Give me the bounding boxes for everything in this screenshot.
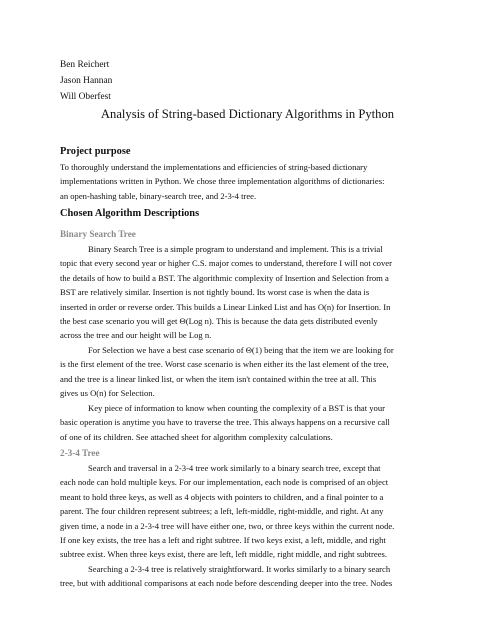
tree234-paragraph-2 — [60, 562, 432, 591]
text-line: basic operation is anytime you have to traverse the tree. This always happens on a recursive call — [60, 417, 390, 428]
text-line: the details of how to build a BST. The algorithmic complexity of Insertion and Selection from a — [60, 272, 389, 283]
text-line: and the tree is a linear linked list, or when the item isn't contained within the tree at all. This — [60, 373, 377, 384]
section-heading-chosen-algorithms: Chosen Algorithm Descriptions — [60, 208, 200, 219]
text-line: inserted in order or reverse order. This builds a Linear Linked List and has O(n) for Insertion. In — [60, 301, 391, 312]
section-heading-project-purpose: Project purpose — [60, 146, 131, 157]
text-line: Binary Search Tree is a simple program to understand and implement. This is a trivial — [88, 244, 383, 254]
subheading-2-3-4-tree: 2-3-4 Tree — [60, 448, 100, 458]
bst-paragraph-3 — [60, 401, 432, 444]
text-line: across the tree and our height will be Log n. — [60, 330, 212, 341]
text-line: If one key exists, the tree has a left and right subtree. If two keys exist, a left, middle, and right — [60, 535, 386, 546]
document-title: Analysis of String-based Dictionary Algorithms in Python — [100, 107, 395, 121]
text-line: of one of its children. See attached sheet for algorithm complexity calculations. — [60, 431, 333, 442]
text-line: Key piece of information to know when counting the complexity of a BST is that your — [88, 403, 385, 413]
text-line: meant to hold three keys, as well as 4 objects with pointers to children, and a final pointer to a — [60, 491, 384, 502]
text-line: parent. The four children represent subtrees; a left, left-middle, right-middle, and right. At any — [60, 506, 384, 517]
tree234-paragraph-1 — [60, 461, 432, 562]
text-line: To thoroughly understand the implementations and efficiencies of string-based dictionary — [60, 162, 368, 172]
bst-paragraph-1 — [60, 242, 432, 343]
text-line: Search and traversal in a 2-3-4 tree work similarly to a binary search tree, except that — [88, 463, 381, 473]
text-line: given time, a node in a 2-3-4 tree will have either one, two, or three keys within the current node. — [60, 520, 395, 531]
text-line: is the first element of the tree. Worst case scenario is when either its the last element of the tree, — [60, 359, 389, 370]
author-name: Will Oberfest — [60, 92, 111, 102]
text-line: tree, but with additional comparisons at each node before descending deeper into the tree. Nodes — [60, 578, 393, 589]
text-line: BST are relatively similar. Insertion is not tightly bound. Its worst case is when the data is — [60, 287, 370, 298]
text-line: For Selection we have a best case scenario of Θ(1) being that the item we are looking for — [88, 345, 394, 355]
text-line: gives us O(n) for Selection. — [60, 388, 155, 399]
project-purpose-paragraph — [60, 160, 432, 203]
author-name: Ben Reichert — [60, 60, 110, 70]
text-line: an open-hashing table, binary-search tree, and 2-3-4 tree. — [60, 190, 257, 201]
text-line: implementations written in Python. We chose three implementation algorithms of dictionaries: — [60, 176, 385, 187]
subheading-bst: Binary Search Tree — [60, 229, 136, 239]
bst-paragraph-2 — [60, 343, 432, 401]
text-line: topic that every second year or higher C.S. major comes to understand, therefore I will not cover — [60, 258, 392, 269]
text-line: Searching a 2-3-4 tree is relatively straightforward. It works similarly to a binary search — [88, 564, 391, 574]
text-line: the best case scenario you will get Θ(Log n). This is because the data gets distributed evenly — [60, 316, 378, 327]
text-line: subtree exist. When three keys exist, there are left, left middle, right middle, and right subtrees. — [60, 549, 388, 560]
text-line: each node can hold multiple keys. For our implementation, each node is comprised of an object — [60, 477, 389, 488]
author-name: Jason Hannan — [60, 76, 113, 86]
author-list — [60, 57, 112, 105]
